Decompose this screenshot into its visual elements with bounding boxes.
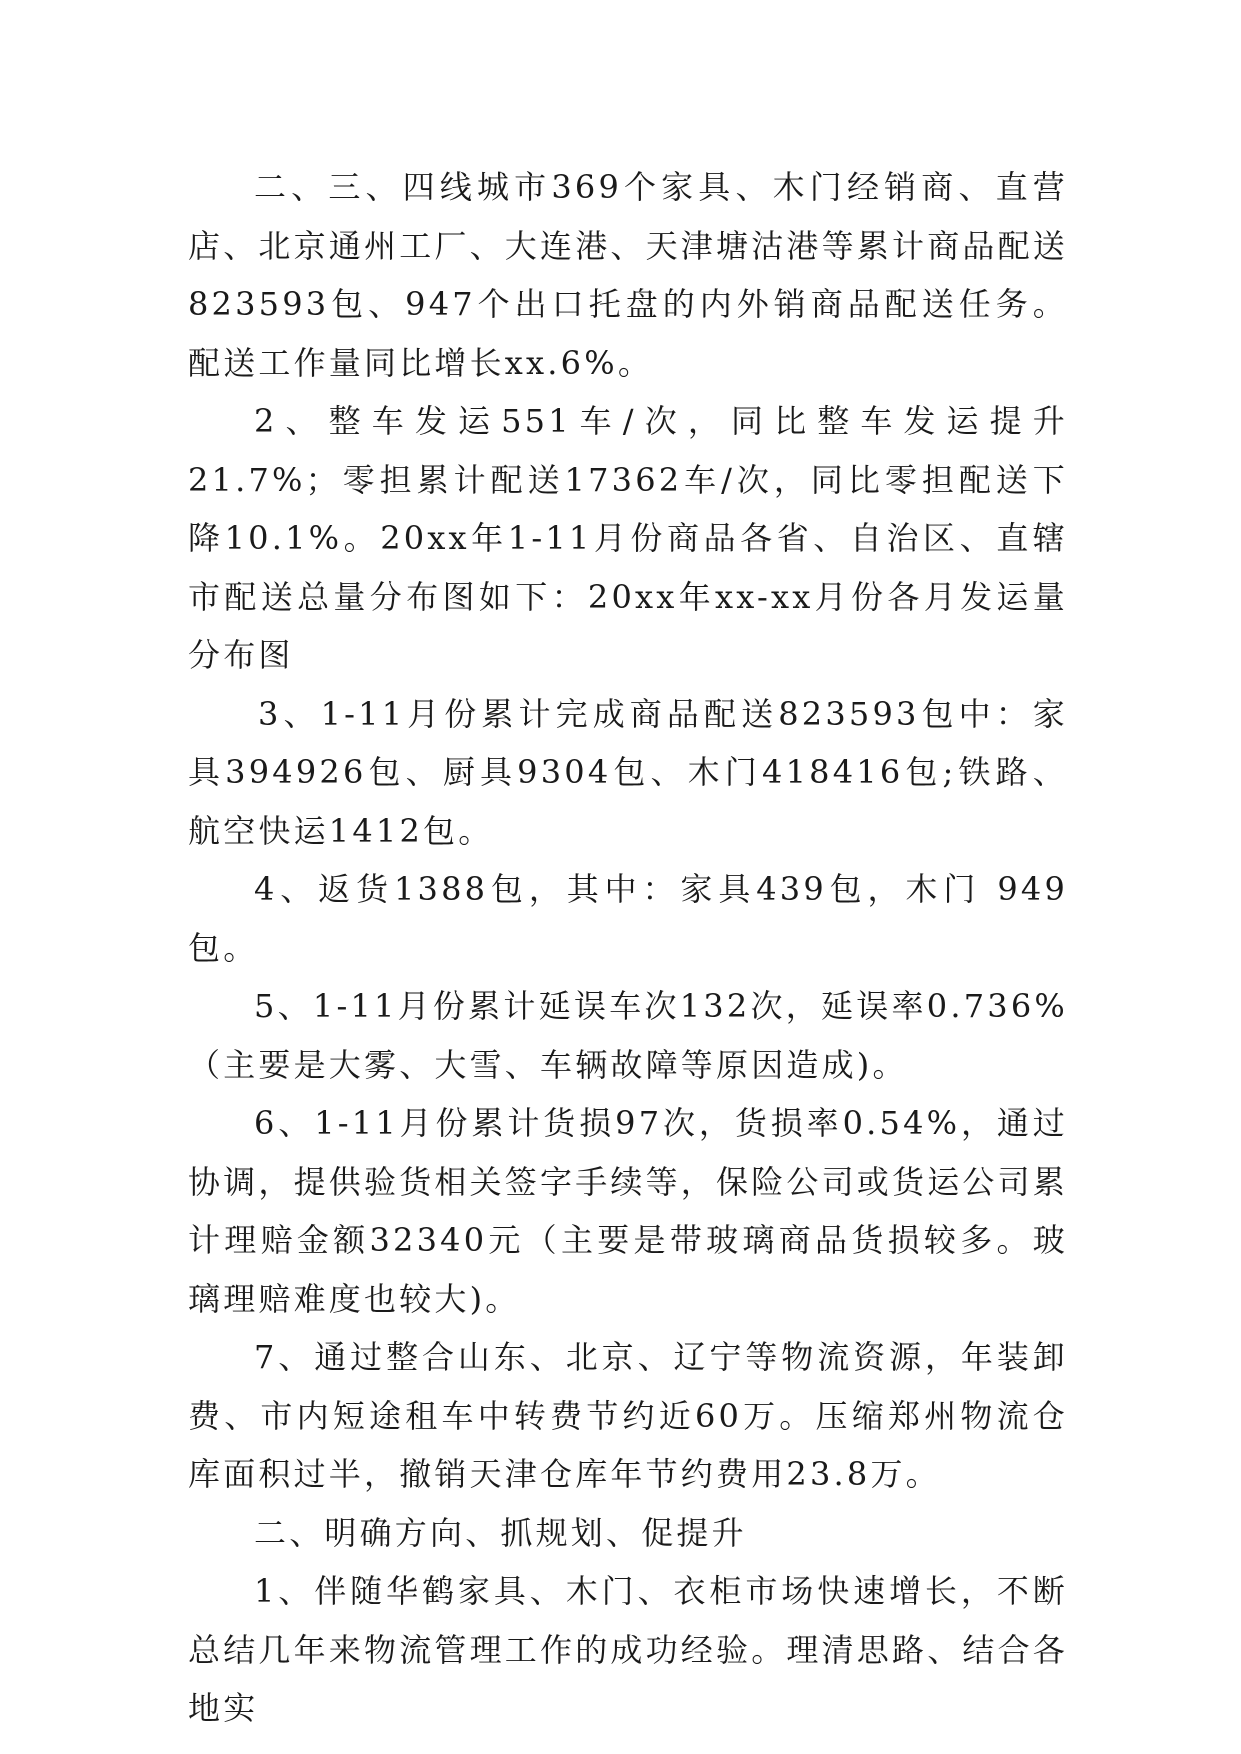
paragraph-delivery-summary: 二、三、四线城市369个家具、木门经销商、直营店、北京通州工厂、大连港、天津塘沽港等累计商品配送823593包、947个出口托盘的内外销商品配送任务。配送工作量同比增长xx.6%。 <box>188 168 1069 382</box>
document-body <box>188 158 1068 1738</box>
paragraph-item-5-delays: 5、1-11月份累计延误车次132次，延误率0.736%（主要是大雾、大雪、车辆故障等原因造成)。 <box>188 987 1068 1084</box>
paragraph-section-2-item-1: 1、伴随华鹤家具、木门、衣柜市场快速增长，不断总结几年来物流管理工作的成功经验。理清思路、结合各地实 <box>188 1572 1069 1727</box>
paragraph-item-6-damage: 6、1-11月份累计货损97次，货损率0.54%，通过协调，提供验货相关签字手续等，保险公司或货运公司累计理赔金额32340元（主要是带玻璃商品货损较多。玻璃理赔难度也较大)。 <box>188 1104 1069 1318</box>
paragraph-item-7-cost-saving: 7、通过整合山东、北京、辽宁等物流资源，年装卸费、市内短途租车中转费节约近60万。压缩郑州物流仓库面积过半，撤销天津仓库年节约费用23.8万。 <box>188 1338 1068 1493</box>
paragraph-item-4-returns: 4、返货1388包，其中：家具439包，木门 949 包。 <box>188 870 1068 967</box>
section-heading-direction: 二、明确方向、抓规划、促提升 <box>254 1513 747 1552</box>
paragraph-item-2-full-truck: 2、整车发运551车/次，同比整车发运提升21.7%；零担累计配送17362车/次，同比零担配送下降10.1%。20xx年1-11月份商品各省、自治区、直辖市配送总量分布图如下：20xx年xx-xx月份各月发运量分布图 <box>188 402 1068 674</box>
paragraph-item-3-delivery-breakdown: 3、1-11月份累计完成商品配送823593包中：家具394926包、厨具9304包、木门418416包;铁路、航空快运1412包。 <box>188 694 1068 850</box>
